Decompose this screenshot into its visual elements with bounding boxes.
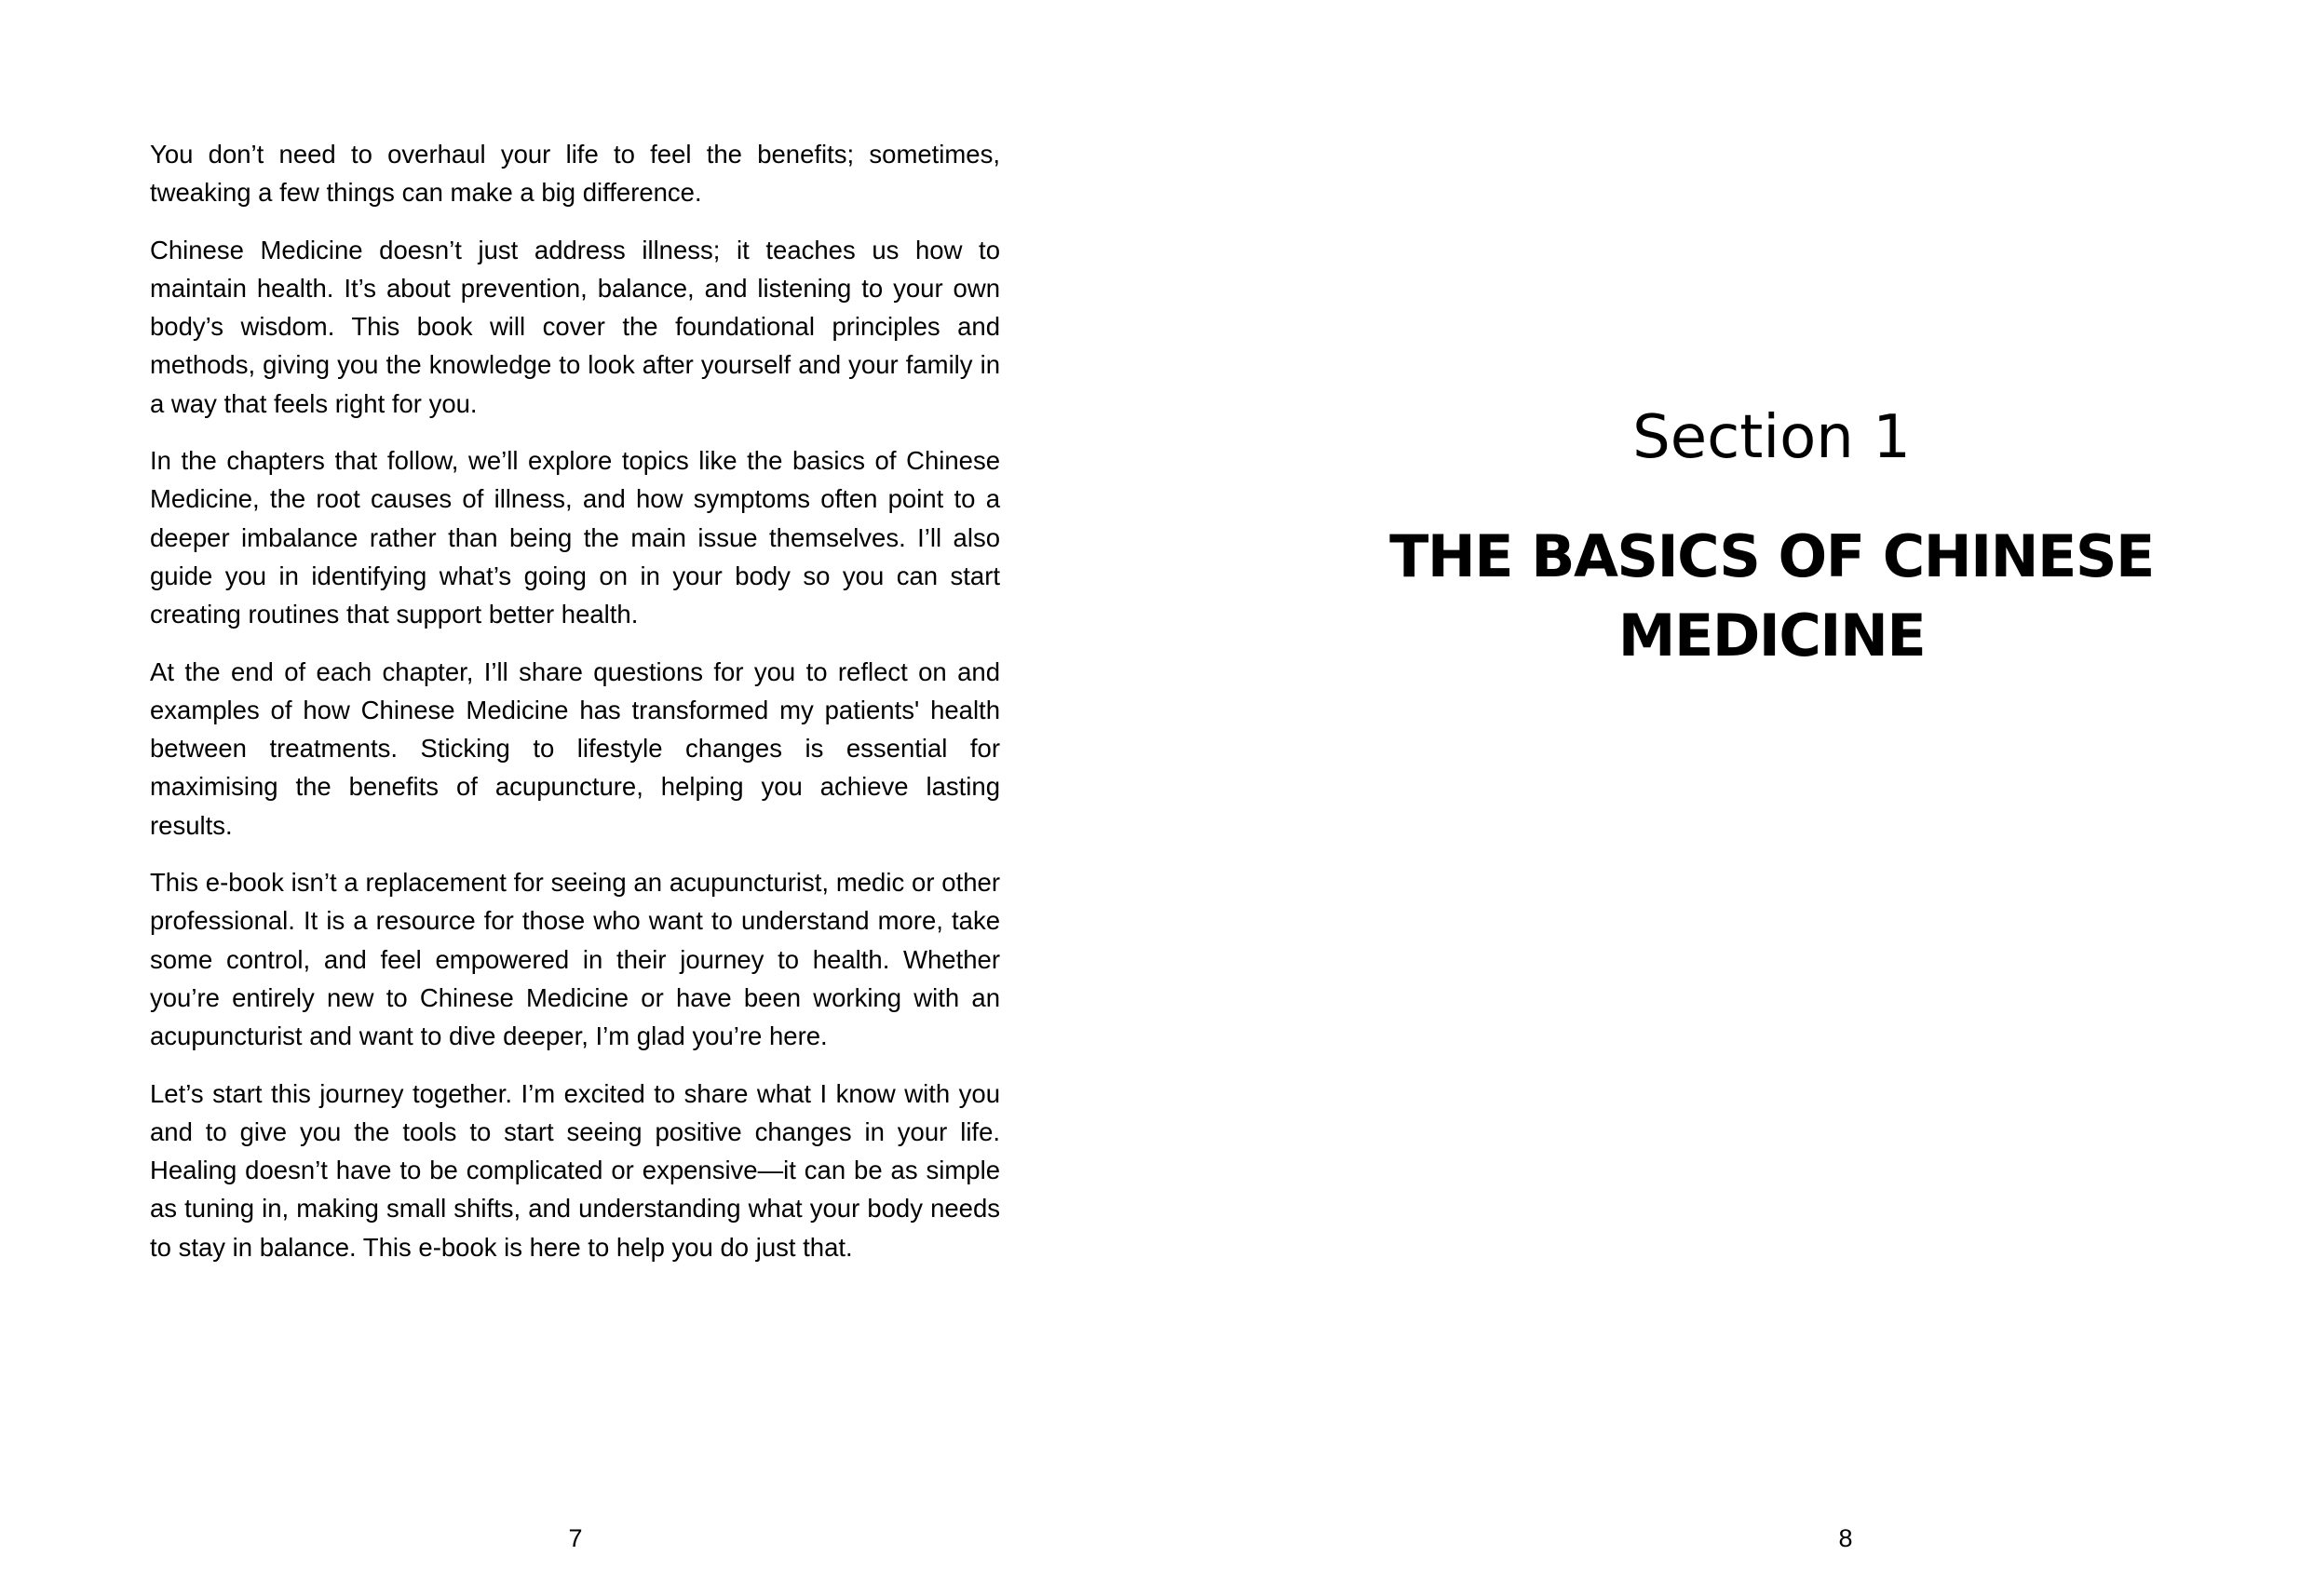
page-number-right: 8	[1838, 1524, 1853, 1552]
page-number-left: 7	[568, 1524, 583, 1552]
body-text	[150, 135, 1000, 1285]
paragraph: At the end of each chapter, I’ll share questions for you to reflect on and examples of how Chinese Medicine has transformed my patients' health between treatments. Sticking to lifestyle changes is essential for maximising the benefits of acupuncture, helping you achieve lasting results.	[150, 656, 1000, 840]
paragraph: Chinese Medicine doesn’t just address illness; it teaches us how to maintain health. It’s about prevention, balance, and listening to your own body’s wisdom. This book will cover the foundational principles and methods, giving you the knowledge to look after yourself and your family in a way that feels right for you.	[150, 235, 1000, 418]
paragraph: Let’s start this journey together. I’m excited to share what I know with you and to give you the tools to start seeing positive changes in your life. Healing doesn’t have to be complicated or expensive—it can be as simple as tuning in, making small shifts, and understanding what your body needs to stay in balance. This e-book is here to help you do just that.	[150, 1078, 1000, 1262]
right-page	[1150, 0, 2300, 1596]
paragraph: You don’t need to overhaul your life to feel the benefits; sometimes, tweaking a few things can make a big difference.	[150, 140, 1000, 208]
paragraph: This e-book isn’t a replacement for seeing an acupuncturist, medic or other professional. It is a resource for those who want to understand more, take some control, and feel empowered in their journey to health. Whether you’re entirely new to Chinese Medicine or have been working with an acupuncturist and want to dive deeper, I’m glad you’re here.	[150, 868, 1000, 1051]
paragraph: In the chapters that follow, we’ll explore topics like the basics of Chinese Medicine, the root causes of illness, and how symptoms often point to a deeper imbalance rather than being the main issue themselves. I’ll also guide you in identifying what’s going on in your body so you can start creating routines that support better health.	[150, 446, 1000, 629]
section-title	[1290, 517, 2253, 675]
section-label: Section 1	[1632, 403, 1911, 472]
section-title-line: THE BASICS OF CHINESE	[1389, 522, 2154, 590]
section-title-line: MEDICINE	[1617, 602, 1926, 670]
